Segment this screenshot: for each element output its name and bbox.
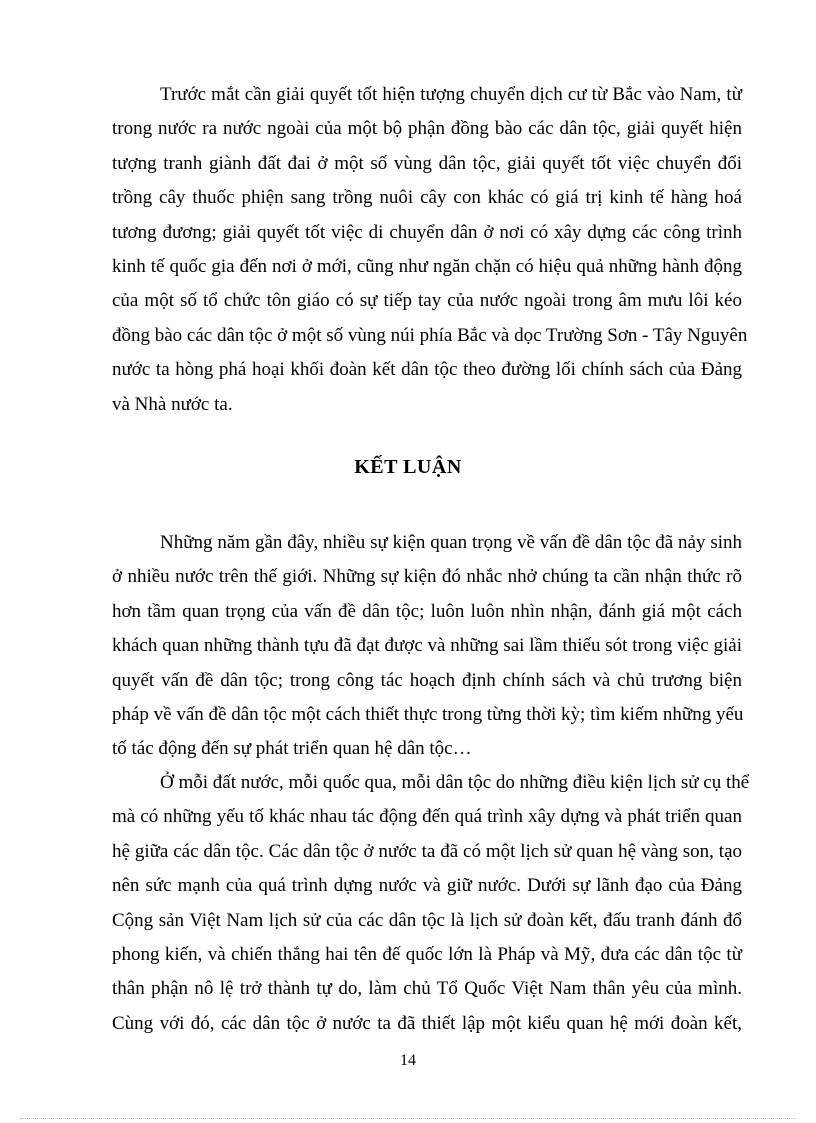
- paragraph-3: [112, 766, 750, 1041]
- text-line: khách quan những thành tựu đã đạt được và những sai lầm thiếu sót trong việc giải: [112, 635, 742, 657]
- text-line: đồng bào các dân tộc ở một số vùng núi phía Bắc và dọc Trường Sơn - Tây Nguyên: [112, 324, 748, 346]
- text-line: thân phận nô lệ trở thành tự do, làm chủ Tổ Quốc Việt Nam thân yêu của mình.: [112, 978, 742, 1000]
- text-line: mà có những yếu tố khác nhau tác động đến quá trình xây dựng và phát triển quan: [112, 806, 742, 828]
- text-line: phong kiến, và chiến thắng hai tên đế quốc lớn là Pháp và Mỹ, đưa các dân tộc từ: [112, 943, 742, 965]
- text-line: Cùng với đó, các dân tộc ở nước ta đã thiết lập một kiểu quan hệ mới đoàn kết,: [112, 1012, 742, 1034]
- text-line: Ở mỗi đất nước, mỗi quốc qua, mỗi dân tộc do những điều kiện lịch sử cụ thể: [160, 772, 750, 793]
- text-line: tương đương; giải quyết tốt việc di chuyển dân ở nơi có xây dựng các công trình: [112, 221, 742, 243]
- paragraph-2: [112, 526, 742, 767]
- page-number: 14: [400, 1052, 416, 1069]
- text-line: trong nước ra nước ngoài của một bộ phận đồng bào các dân tộc, giải quyết hiện: [112, 118, 742, 140]
- text-line: nước ta hòng phá hoại khối đoàn kết dân tộc theo đường lối chính sách của Đảng: [112, 359, 742, 381]
- text-line: ở nhiều nước trên thế giới. Những sự kiện đó nhắc nhở chúng ta cần nhận thức rõ: [112, 566, 742, 588]
- page-bottom-rule: [20, 1118, 796, 1119]
- text-line: của một số tổ chức tôn giáo có sự tiếp tay của nước ngoài trong âm mưu lôi kéo: [112, 290, 742, 312]
- paragraph-1: [112, 78, 748, 422]
- text-line: nên sức mạnh của quá trình dựng nước và giữ nước. Dưới sự lãnh đạo của Đảng: [112, 875, 742, 897]
- text-line: pháp về vấn đề dân tộc một cách thiết thực trong từng thời kỳ; tìm kiếm những yếu: [112, 703, 744, 725]
- text-line: hơn tầm quan trọng của vấn đề dân tộc; luôn luôn nhìn nhận, đánh giá một cách: [112, 600, 742, 622]
- text-line: trồng cây thuốc phiện sang trồng nuôi cây con khác có giá trị kinh tế hàng hoá: [112, 187, 742, 209]
- text-line: tố tác động đến sự phát triển quan hệ dân tộc…: [112, 738, 472, 760]
- text-line: tượng tranh giành đất đai ở một số vùng dân tộc, giải quyết tốt việc chuyển đổi: [112, 152, 742, 174]
- text-line: Trước mắt cần giải quyết tốt hiện tượng chuyển dịch cư từ Bắc vào Nam, từ: [160, 84, 742, 105]
- text-line: quyết vấn đề dân tộc; trong công tác hoạch định chính sách và chủ trương biện: [112, 669, 742, 691]
- text-line: hệ giữa các dân tộc. Các dân tộc ở nước ta đã có một lịch sử quan hệ vàng son, tạo: [112, 840, 742, 862]
- text-line: kinh tế quốc gia đến nơi ở mới, cũng như ngăn chặn có hiệu quả những hành động: [112, 255, 742, 277]
- text-line: Cộng sản Việt Nam lịch sử của các dân tộc là lịch sử đoàn kết, đấu tranh đánh đổ: [112, 909, 742, 931]
- section-heading: KẾT LUẬN: [354, 456, 462, 478]
- text-line: và Nhà nước ta.: [112, 393, 233, 415]
- text-line: Những năm gần đây, nhiều sự kiện quan trọng về vấn đề dân tộc đã nảy sinh: [160, 532, 742, 553]
